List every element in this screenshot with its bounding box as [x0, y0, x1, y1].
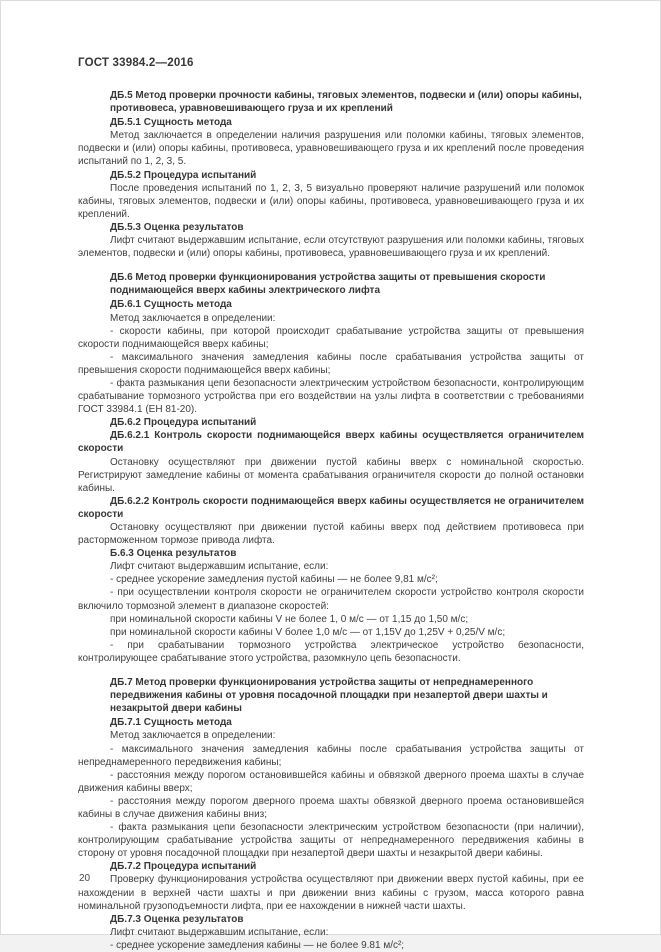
paragraph: - расстояния между порогом дверного проема шахты обвязкой дверного проема остановившейся кабины в случае движения кабины вниз; [78, 795, 584, 820]
paragraph: - при срабатывании тормозного устройства электрическое устройство безопасности, контролирующее срабатывание этого устройства, разомкнуло цепь безопасности. [78, 639, 584, 664]
paragraph: - максимального значения замедления кабины после срабатывания устройства защиты от превышения скорости поднимающейся вверх кабины; [78, 351, 584, 376]
subsection-heading: Б.6.3 Оценка результатов [110, 548, 237, 560]
page-number: 20 [79, 873, 91, 884]
paragraph: Метод заключается в определении наличия разрушения или поломки кабины, тяговых элементов, подвески и (или) опоры кабины, противовеса, уравновешивающего груза и их креплений после проведения испытаний по 1, 2, 3, 5. [78, 130, 584, 168]
paragraph: Метод заключается в определении: [110, 730, 276, 742]
paragraph: Проверку функционирования устройства осуществляют при движении вверх пустой кабины, при ее нахождении в верхней части шахты и при движении вниз кабины с грузом, масса которого равна номинальной грузоподъемности лифта, при ее нахождении в нижней части шахты. [78, 874, 584, 912]
subsection-heading: ДБ.5.1 Сущность метода [110, 117, 232, 129]
paragraph: Метод заключается в определении: [110, 312, 276, 324]
paragraph: - факта размыкания цепи безопасности электрическим устройством безопасности (при наличии), контролирующим срабатывание устройства защиты от непреднамеренного передвижения кабины в сторону от уровня посадочной площадки при незапертой двери шахты и незакрытой двери кабины. [78, 822, 584, 860]
paragraph: при номинальной скорости кабины V более 1,0 м/с — от 1,15V до 1,25V + 0,25/V м/с; [110, 626, 506, 638]
paragraph: - максимального значения замедления кабины после срабатывания устройства защиты от непреднамеренного передвижения кабины; [78, 743, 584, 768]
subsection-heading: ДБ.7.3 Оценка результатов [110, 913, 244, 925]
paragraph: Остановку осуществляют при движении пустой кабины вверх под действием противовеса при расторможенном тормозе привода лифта. [78, 522, 584, 547]
paragraph: Лифт считают выдержавшим испытание, если: [110, 561, 329, 573]
paragraph: - расстояния между порогом остановившейся кабины и обвязкой дверного проема шахты в случае движения кабины вверх; [78, 769, 584, 794]
paragraph: - факта размыкания цепи безопасности электрическим устройством безопасности, контролирующим срабатывание тормозного устройства при его воздействии на узлы лифта в соответствии с требованиями ГОСТ 33984.1 (ЕН 81-20). [78, 377, 584, 416]
subsection-heading: ДБ.6.1 Сущность метода [110, 299, 232, 311]
subsection-heading: ДБ.7.2 Процедура испытаний [110, 861, 257, 873]
subsection-heading: ДБ.6.2.1 Контроль скорости поднимающейся вверх кабины осуществляется ограничителем скорости [78, 430, 584, 455]
paragraph: Лифт считают выдержавшим испытание, если отсутствуют разрушения или поломки кабины, тяговых элементов, подвески и (или) опоры кабины, противовеса, уравновешивающего груза и их креплений. [78, 235, 584, 260]
paragraph: - при осуществлении контроля скорости не ограничителем скорости устройство контроля скорости включило тормозной элемент в диапазоне скоростей: [78, 587, 584, 612]
subsection-heading: ДБ.5.2 Процедура испытаний [110, 169, 257, 181]
paragraph: - скорости кабины, при которой происходит срабатывание устройства защиты от превышения скорости поднимающейся вверх кабины; [78, 325, 584, 350]
subsection-heading: ДБ.5.3 Оценка результатов [110, 221, 244, 233]
section-heading: ДБ.5 Метод проверки прочности кабины, тяговых элементов, подвески и (или) опоры кабины, противовеса, уравновешивающего груза и их креплений [110, 90, 582, 115]
section-heading: ДБ.7 Метод проверки функционирования устройства защиты от непреднамеренного передвижения кабины от уровня посадочной площадки при незапертой двери шахты и незакрытой двери кабины [110, 677, 548, 715]
document-body [78, 89, 584, 952]
section-heading: ДБ.6 Метод проверки функционирования устройства защиты от превышения скорости поднимающейся вверх кабины электрического лифта [110, 272, 546, 297]
subsection-heading: ДБ.7.1 Сущность метода [110, 717, 232, 729]
paragraph: при номинальной скорости кабины V не более 1, 0 м/с — от 1,15 до 1,50 м/с; [110, 613, 469, 625]
document-header: ГОСТ 33984.2—2016 [78, 57, 194, 69]
subsection-heading: ДБ.6.2 Процедура испытаний [110, 417, 257, 429]
paragraph: - среднее ускорение замедления кабины — не более 9.81 м/с²; [110, 939, 405, 951]
paragraph: Остановку осуществляют при движении пустой кабины вверх с номинальной скоростью. Регистрируют замедление кабины от момента срабатывания ограничителя скорости до полной остановки кабины. [78, 456, 584, 494]
paragraph: Лифт считают выдержавшим испытание, если: [110, 926, 329, 938]
paragraph: После проведения испытаний по 1, 2, 3, 5 визуально проверяют наличие разрушений или поломок кабины, тяговых элементов, подвески и (или) опоры кабины, противовеса, уравновешивающего груза и их креплений. [78, 182, 584, 220]
subsection-heading: ДБ.6.2.2 Контроль скорости поднимающейся вверх кабины осуществляется не ограничителем скорости [78, 495, 584, 520]
paragraph: - среднее ускорение замедления пустой кабины — не более 9,81 м/с²; [110, 574, 438, 586]
